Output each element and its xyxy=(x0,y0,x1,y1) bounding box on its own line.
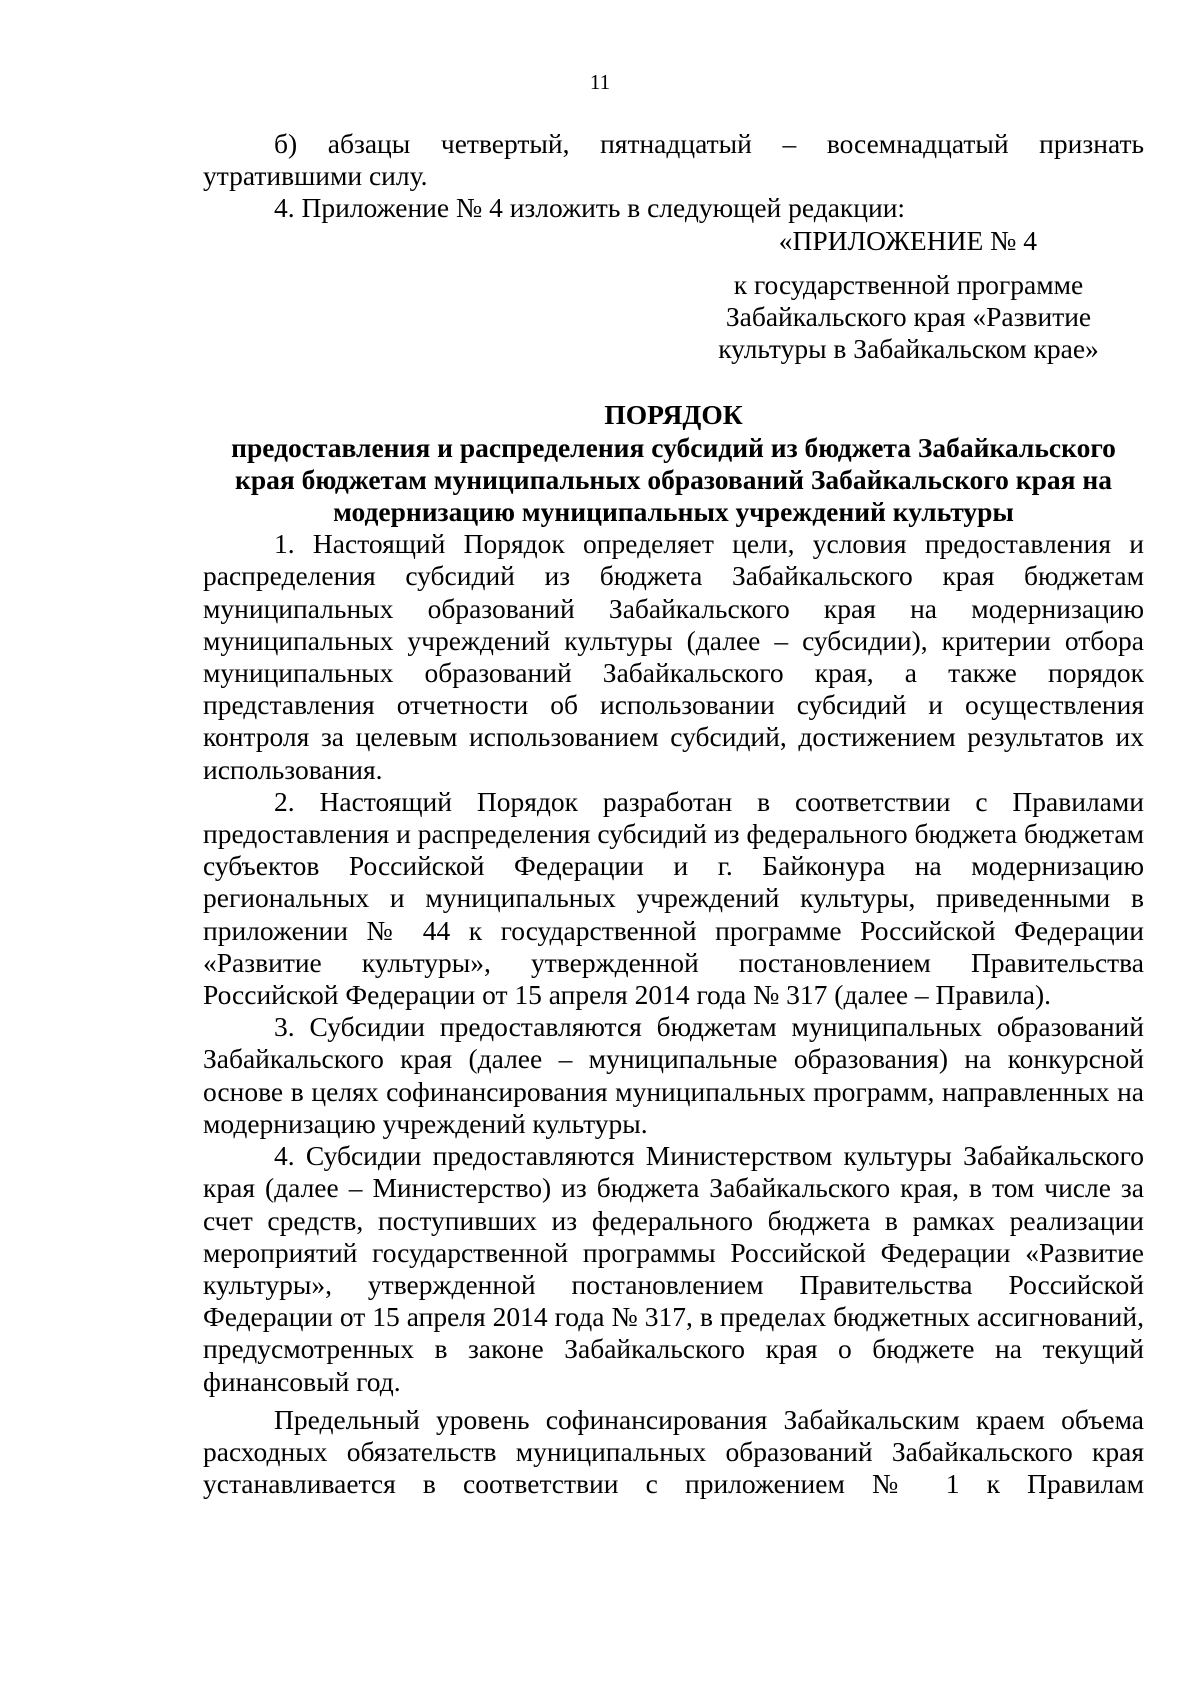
document-body xyxy=(203,128,1144,1500)
paragraph-3: 3. Субсидии предоставляются бюджетам муниципальных образований Забайкальского края (далее – муниципальные образования) на конкурсной основе в целях софинансирования муниципальных программ, направленных на модернизацию учреждений культуры. xyxy=(203,1011,1144,1139)
document-title xyxy=(203,399,1144,528)
intro-item-4: 4. Приложение № 4 изложить в следующей редакции: xyxy=(274,192,906,224)
subtitle-line: предоставления и распределения субсидий из бюджета Забайкальского xyxy=(231,431,1116,463)
appendix-reference xyxy=(702,269,1115,366)
title-main: ПОРЯДОК xyxy=(604,399,743,431)
paragraph-final: Предельный уровень софинансирования Забайкальским краем объема расходных обязательств муниципальных образований Забайкальского края устанавливается в соответствии с приложением № 1 к Правилам xyxy=(203,1403,1144,1500)
paragraph-2: 2. Настоящий Порядок разработан в соответствии с Правилами предоставления и распределения субсидий из федерального бюджета бюджетам субъектов Российской Федерации и г. Байконура на модернизацию региональных и муниципальных учреждений культуры, приведенными в приложении № 44 к государственной программе Российской Федерации «Развитие культуры», утвержденной постановлением Правительства Российской Федерации от 15 апреля 2014 года № 317 (далее – Правила). xyxy=(203,785,1144,1011)
appendix-ref-line: к государственной программе xyxy=(733,268,1084,300)
page-number: 11 xyxy=(589,70,611,94)
title-subtitle xyxy=(203,432,1144,529)
subtitle-line: края бюджетам муниципальных образований Забайкальского края на xyxy=(235,463,1112,495)
subtitle-line: модернизацию муниципальных учреждений культуры xyxy=(333,496,1014,528)
intro-line-2: утратившими силу. xyxy=(203,160,428,192)
paragraph-1: 1. Настоящий Порядок определяет цели, условия предоставления и распределения субсидий из бюджета Забайкальского края бюджетам муниципальных образований Забайкальского края на модернизацию муниципальных учреждений культуры (далее – субсидии), критерии отбора муниципальных образований Забайкальского края, а также порядок представления отчетности об использовании субсидий и осуществления контроля за целевым использованием субсидий, достижением результатов их использования. xyxy=(203,528,1144,785)
appendix-ref-line: Забайкальского края «Развитие xyxy=(725,301,1092,333)
intro-line-1: б) абзацы четвертый, пятнадцатый – восемнадцатый признать xyxy=(274,128,1144,159)
appendix-ref-line: культуры в Забайкальском крае» xyxy=(718,333,1099,365)
paragraph-4: 4. Субсидии предоставляются Министерством культуры Забайкальского края (далее – Министерство) из бюджета Забайкальского края, в том числе за счет средств, поступивших из федерального бюджета в рамках реализации мероприятий государственной программы Российской Федерации «Развитие культуры», утвержденной постановлением Правительства Российской Федерации от 15 апреля 2014 года № 317, в пределах бюджетных ассигнований, предусмотренных в законе Забайкальского края о бюджете на текущий финансовый год. xyxy=(203,1140,1144,1397)
appendix-heading: «ПРИЛОЖЕНИЕ № 4 xyxy=(778,224,1037,256)
